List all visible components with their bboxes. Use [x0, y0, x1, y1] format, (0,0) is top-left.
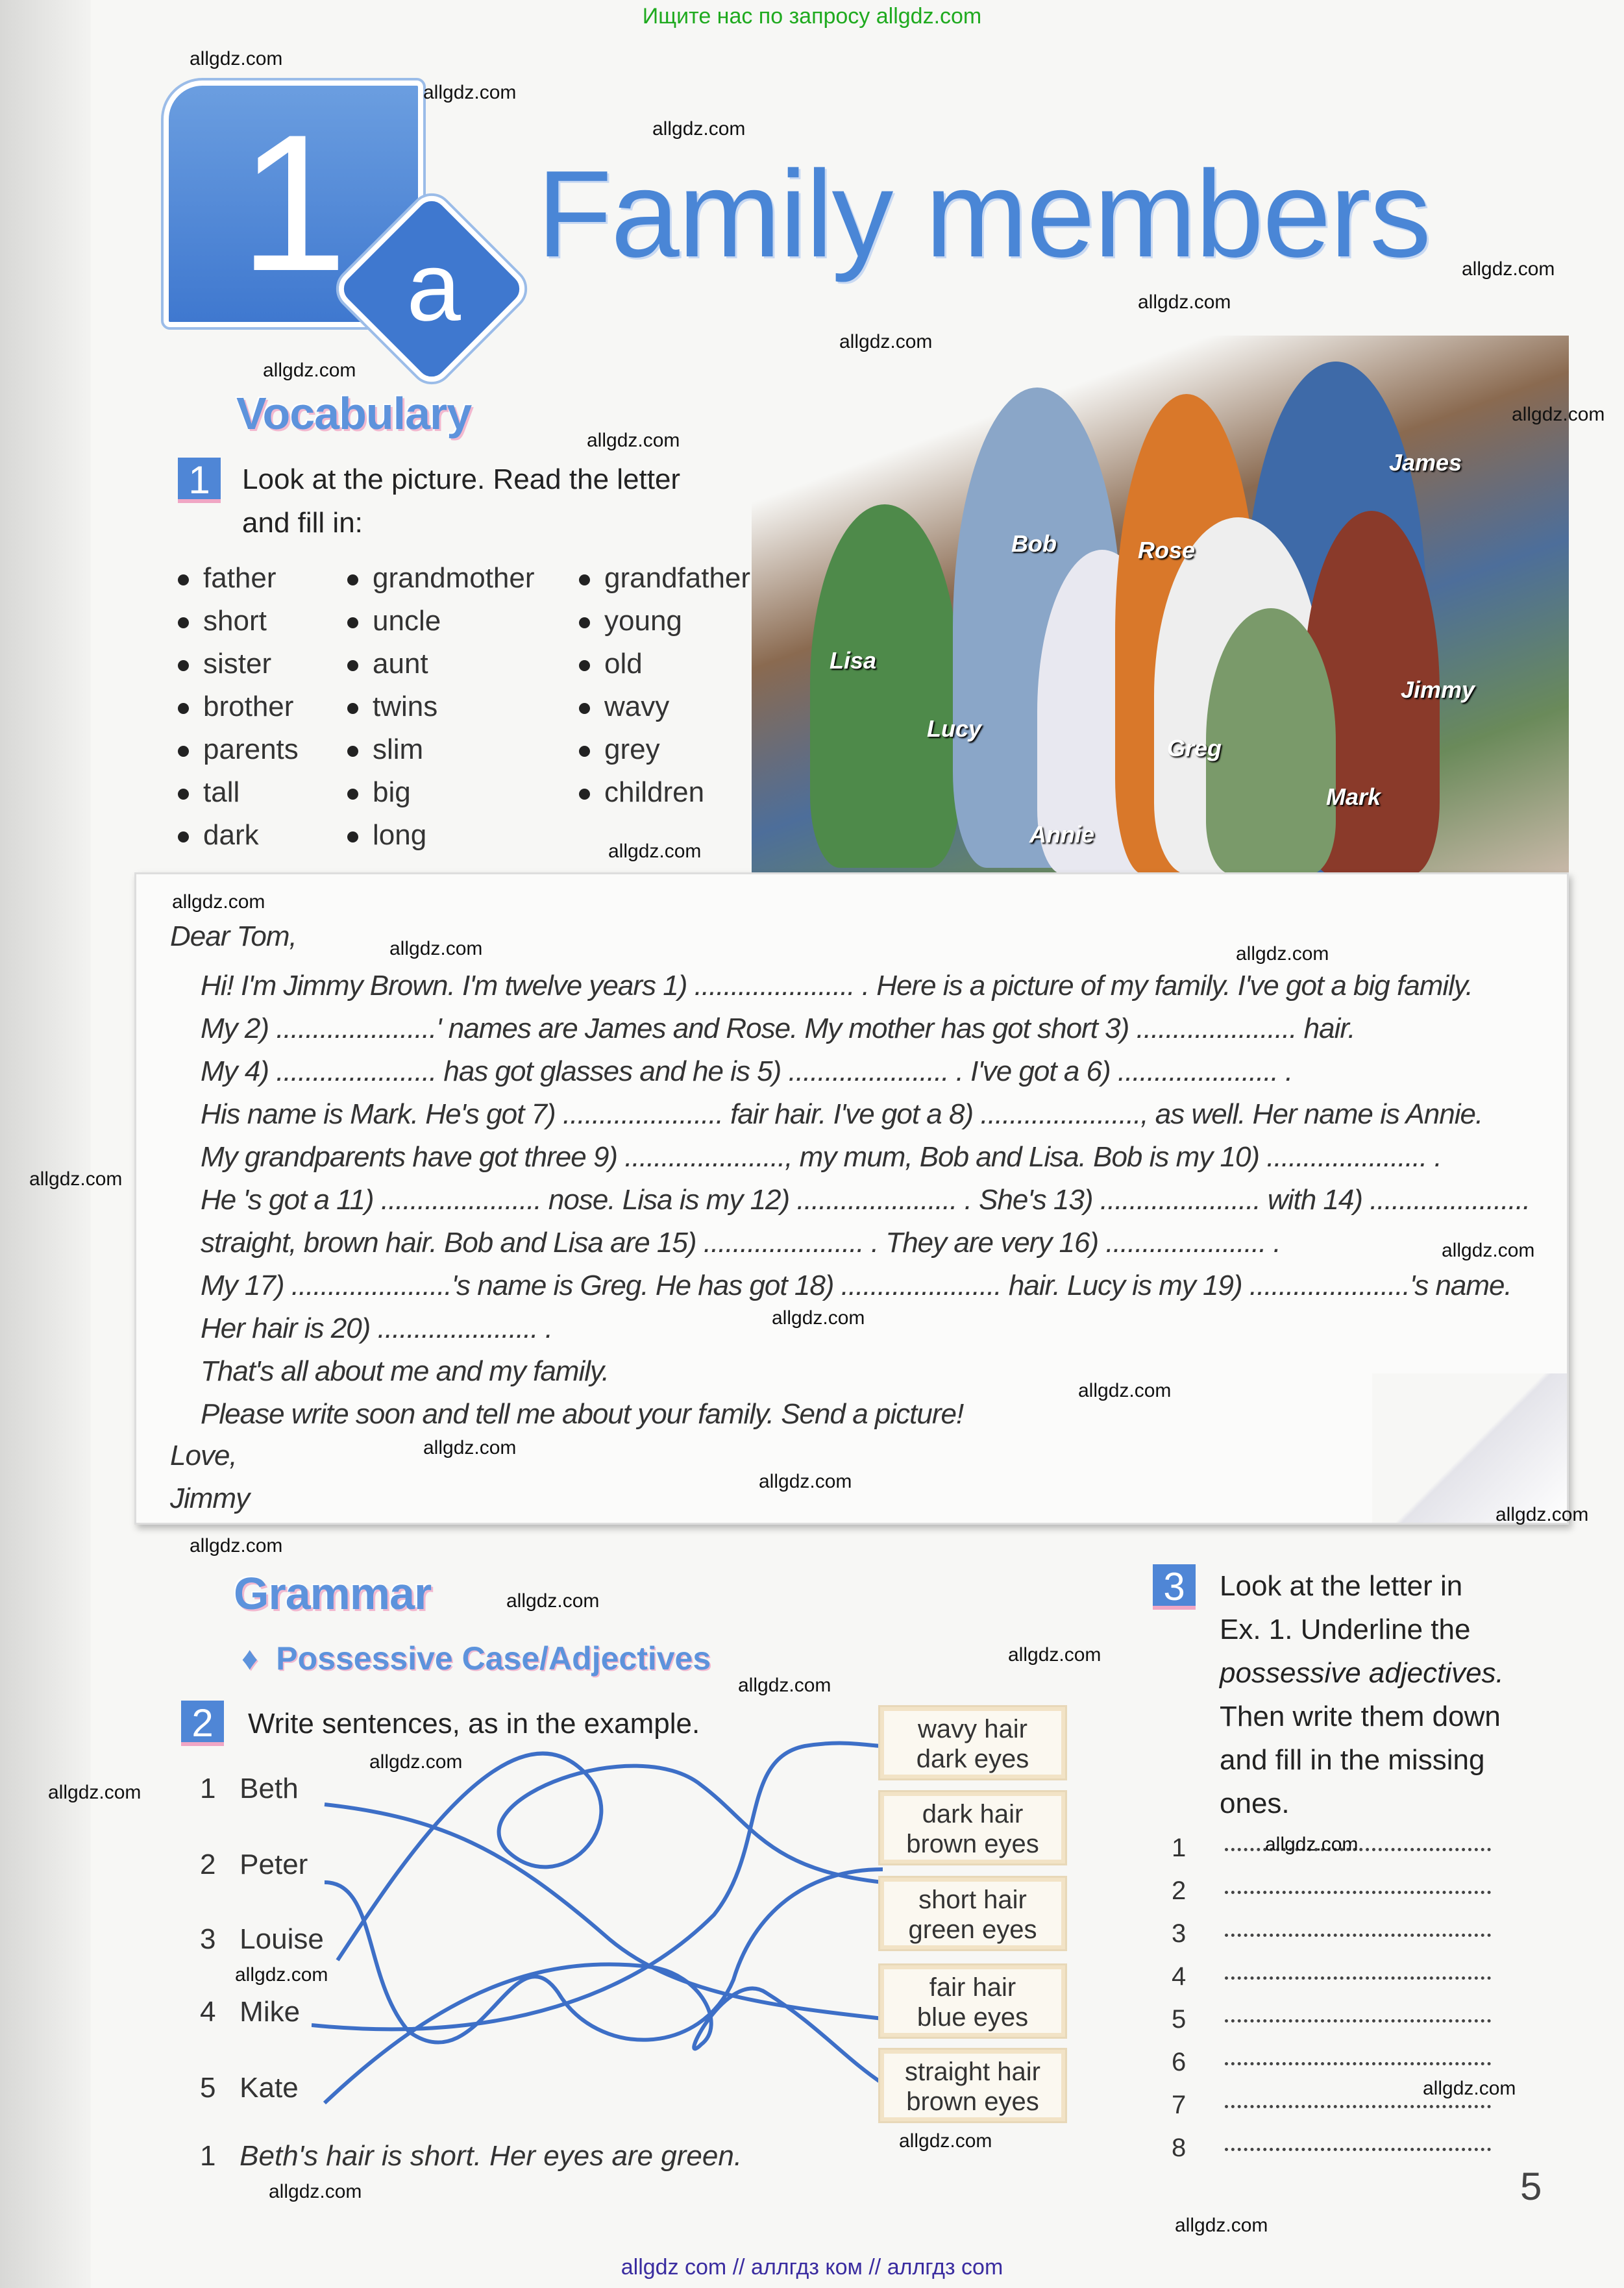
page-title: Family members: [537, 145, 1431, 283]
watermark: allgdz.com: [423, 82, 517, 103]
person-name: Peter: [240, 1849, 308, 1880]
letter-line: Hi! I'm Jimmy Brown. I'm twelve years 1) ...................... . Here is a picture of my family. I've got a big family.: [201, 970, 1473, 1002]
watermark: allgdz.com: [1462, 258, 1555, 280]
letter-signature: Jimmy: [170, 1482, 250, 1514]
vocabulary-word: dark: [178, 818, 259, 852]
family-member: [1206, 608, 1336, 872]
answer-line[interactable]: [1172, 1919, 1491, 1949]
watermark: allgdz.com: [899, 2130, 992, 2152]
watermark: allgdz.com: [423, 1437, 517, 1458]
photo-name-label: Jimmy: [1401, 676, 1475, 703]
vocabulary-heading: Vocabulary: [236, 388, 472, 439]
match-option-box[interactable]: [880, 1878, 1065, 1949]
answer-number: 8: [1172, 2134, 1187, 2162]
answer-number: 1: [1172, 1834, 1187, 1862]
eyes-option: brown eyes: [906, 1830, 1039, 1858]
vocabulary-word: short: [178, 604, 267, 638]
vocabulary-word: young: [579, 604, 682, 638]
watermark: allgdz.com: [172, 891, 265, 913]
watermark: allgdz.com: [235, 1964, 328, 1986]
item-number: 4: [200, 1996, 216, 2028]
watermark: allgdz.com: [1512, 404, 1605, 425]
vocabulary-word: sister: [178, 647, 271, 681]
person-name-item: [200, 1995, 300, 2029]
search-banner[interactable]: Ищите нас по запросу allgdz.com: [642, 4, 982, 29]
watermark: allgdz.com: [48, 1782, 141, 1803]
vocabulary-word: big: [347, 776, 411, 809]
person-name-item: [200, 2071, 299, 2105]
photo-name-label: Lisa: [830, 647, 877, 674]
vocabulary-word: long: [347, 818, 426, 852]
watermark: allgdz.com: [190, 1535, 283, 1556]
hair-option: straight hair: [905, 2058, 1040, 2086]
letter-greeting: Dear Tom,: [170, 920, 297, 952]
letter-line: His name is Mark. He's got 7) ...................... fair hair. I've got a 8) ......................, as well. Her name is Annie.: [201, 1098, 1483, 1130]
page-curl: [1372, 1373, 1567, 1523]
watermark: allgdz.com: [772, 1307, 865, 1329]
watermark: allgdz.com: [1442, 1240, 1535, 1261]
hair-option: dark hair: [922, 1800, 1024, 1828]
answer-number: 7: [1172, 2091, 1187, 2119]
page-number: 5: [1520, 2165, 1542, 2208]
watermark: allgdz.com: [839, 331, 933, 352]
grammar-subheading: [241, 1640, 711, 1677]
match-line: [338, 1753, 883, 1960]
photo-name-label: Mark: [1326, 783, 1381, 810]
letter-line: That's all about me and my family.: [201, 1355, 609, 1387]
vocabulary-word: twins: [347, 690, 437, 724]
exercise-instruction-line: and fill in the missing: [1220, 1744, 1485, 1776]
answer-number: 4: [1172, 1962, 1187, 1991]
watermark: allgdz.com: [1008, 1644, 1101, 1666]
eyes-option: dark eyes: [916, 1745, 1029, 1773]
watermark: allgdz.com: [1175, 2215, 1268, 2236]
grammar-heading: Grammar: [234, 1568, 432, 1619]
vocabulary-word: parents: [178, 733, 299, 767]
watermark: allgdz.com: [369, 1751, 463, 1773]
instruction-line: Look at the picture. Read the letter: [242, 463, 681, 495]
vocabulary-word: old: [579, 647, 643, 681]
example-text: Beth's hair is short. Her eyes are green.: [240, 2140, 743, 2172]
family-member: [810, 504, 959, 868]
watermark: allgdz.com: [1138, 291, 1231, 313]
hair-option: fair hair: [929, 1973, 1016, 2002]
match-option-box[interactable]: [880, 1965, 1065, 2037]
answer-blank[interactable]: [1225, 2004, 1491, 2023]
exercise-instruction-line: ones.: [1220, 1788, 1290, 1819]
answer-number: 5: [1172, 2005, 1187, 2034]
watermark: allgdz.com: [587, 430, 680, 451]
vocabulary-word: brother: [178, 690, 293, 724]
exercise-instruction: Write sentences, as in the example.: [248, 1708, 700, 1740]
watermark: allgdz.com: [738, 1675, 831, 1696]
answer-blank[interactable]: [1225, 1876, 1491, 1894]
lesson-letter: a: [406, 232, 461, 341]
vocabulary-word: tall: [178, 776, 240, 809]
page-binding-shadow: [0, 0, 91, 2288]
watermark: allgdz.com: [389, 938, 483, 959]
answer-blank[interactable]: [1225, 1962, 1491, 1980]
photo-name-label: Lucy: [927, 715, 982, 742]
watermark: allgdz.com: [269, 2181, 362, 2202]
watermark: allgdz.com: [1078, 1380, 1172, 1401]
answer-line[interactable]: [1172, 2133, 1491, 2163]
letter-line: My 17) ......................'s name is Greg. He has got 18) ...................... hair. Lucy is my 19) ......................'s name.: [201, 1270, 1512, 1301]
answer-blank[interactable]: [1225, 2047, 1491, 2065]
vocabulary-word: grandmother: [347, 561, 534, 595]
watermark: allgdz.com: [506, 1590, 600, 1612]
photo-name-label: Rose: [1138, 537, 1196, 563]
answer-line[interactable]: [1172, 1962, 1491, 1991]
letter-line: Her hair is 20) ...................... .: [201, 1312, 552, 1344]
photo-name-label: Greg: [1167, 735, 1222, 761]
exercise-instruction-line: Look at the letter in: [1220, 1570, 1463, 1602]
exercise-instruction: [242, 458, 680, 545]
vocabulary-word: wavy: [579, 690, 669, 724]
item-number: 3: [200, 1923, 216, 1955]
example-sentence: [200, 2139, 742, 2173]
match-option-box[interactable]: [880, 1792, 1065, 1864]
watermark: allgdz.com: [29, 1168, 123, 1190]
vocabulary-word: father: [178, 561, 277, 595]
item-number: 2: [200, 1849, 216, 1880]
watermark: allgdz.com: [263, 360, 356, 381]
answer-line[interactable]: [1172, 1876, 1491, 1906]
watermark: allgdz.com: [652, 118, 746, 140]
example-number: 1: [200, 2140, 216, 2172]
exercise-instruction-line: Ex. 1. Underline the: [1220, 1614, 1471, 1645]
eyes-option: brown eyes: [906, 2087, 1039, 2116]
exercise-number: 1: [178, 458, 221, 503]
match-line: [325, 1804, 883, 2019]
person-name-item: [200, 1923, 324, 1956]
answer-line[interactable]: [1172, 2004, 1491, 2034]
person-name: Louise: [240, 1923, 324, 1955]
letter-card: [134, 872, 1569, 1525]
letter-line: straight, brown hair. Bob and Lisa are 15) ...................... . They are very 16) ...................... .: [201, 1227, 1281, 1259]
vocabulary-word: grandfather: [579, 561, 750, 595]
letter-line: He 's got a 11) ...................... nose. Lisa is my 12) ...................... . She's 13) ...................... with 14) ......................: [201, 1184, 1531, 1216]
exercise-instruction-line: Then write them down: [1220, 1701, 1501, 1732]
letter-line: My grandparents have got three 9) ......................, my mum, Bob and Lisa. Bob is my 10) ...................... .: [201, 1141, 1442, 1173]
answer-blank[interactable]: [1225, 2133, 1491, 2151]
answer-blank[interactable]: [1225, 1919, 1491, 1937]
footer-links[interactable]: allgdz com // аллгдз ком // аллгдз com: [621, 2255, 1003, 2280]
photo-name-label: James: [1389, 449, 1462, 476]
answer-number: 3: [1172, 1919, 1187, 1948]
watermark: allgdz.com: [759, 1471, 852, 1492]
vocabulary-word: grey: [579, 733, 660, 767]
match-option-box[interactable]: [880, 2050, 1065, 2121]
lesson-number: 1: [239, 93, 348, 312]
exercise-number: 3: [1153, 1564, 1196, 1610]
exercise-number: 2: [181, 1701, 224, 1746]
letter-closing: Love,: [170, 1440, 237, 1471]
watermark: allgdz.com: [1423, 2078, 1516, 2099]
vocabulary-word: children: [579, 776, 704, 809]
match-option-box[interactable]: [880, 1707, 1065, 1778]
letter-line: Please write soon and tell me about your family. Send a picture!: [201, 1398, 964, 1430]
person-name-item: [200, 1848, 308, 1882]
item-number: 1: [200, 1773, 216, 1804]
vocabulary-word: aunt: [347, 647, 428, 681]
exercise-instruction-line: possessive adjectives.: [1220, 1657, 1504, 1689]
photo-name-label: Annie: [1029, 821, 1095, 848]
matching-lines: [312, 1720, 896, 2110]
person-name: Kate: [240, 2072, 299, 2104]
eyes-option: blue eyes: [917, 2003, 1029, 2032]
diamond-icon: ♦: [241, 1640, 277, 1677]
vocabulary-word: uncle: [347, 604, 441, 638]
watermark: allgdz.com: [190, 48, 283, 69]
watermark: allgdz.com: [1265, 1834, 1359, 1855]
vocabulary-word: slim: [347, 733, 423, 767]
answer-number: 2: [1172, 1876, 1187, 1905]
hair-option: wavy hair: [918, 1715, 1027, 1743]
instruction-line: and fill in:: [242, 507, 363, 539]
person-name: Beth: [240, 1773, 299, 1804]
photo-name-label: Bob: [1011, 530, 1057, 557]
person-name-item: [200, 1772, 299, 1806]
item-number: 5: [200, 2072, 216, 2104]
hair-option: short hair: [918, 1886, 1027, 1914]
eyes-option: green eyes: [908, 1915, 1037, 1944]
letter-line: My 4) ...................... has got glasses and he is 5) ...................... . I've got a 6) ...................... .: [201, 1055, 1293, 1087]
watermark: allgdz.com: [1236, 943, 1329, 965]
answer-line[interactable]: [1172, 2047, 1491, 2077]
answer-number: 6: [1172, 2048, 1187, 2076]
family-photo: [752, 336, 1569, 872]
watermark: allgdz.com: [608, 841, 702, 862]
watermark: allgdz.com: [1495, 1504, 1589, 1525]
subheading-text: Possessive Case/Adjectives: [276, 1640, 711, 1677]
letter-line: My 2) ......................' names are James and Rose. My mother has got short 3) ...................... hair.: [201, 1013, 1355, 1044]
person-name: Mike: [240, 1996, 301, 2028]
